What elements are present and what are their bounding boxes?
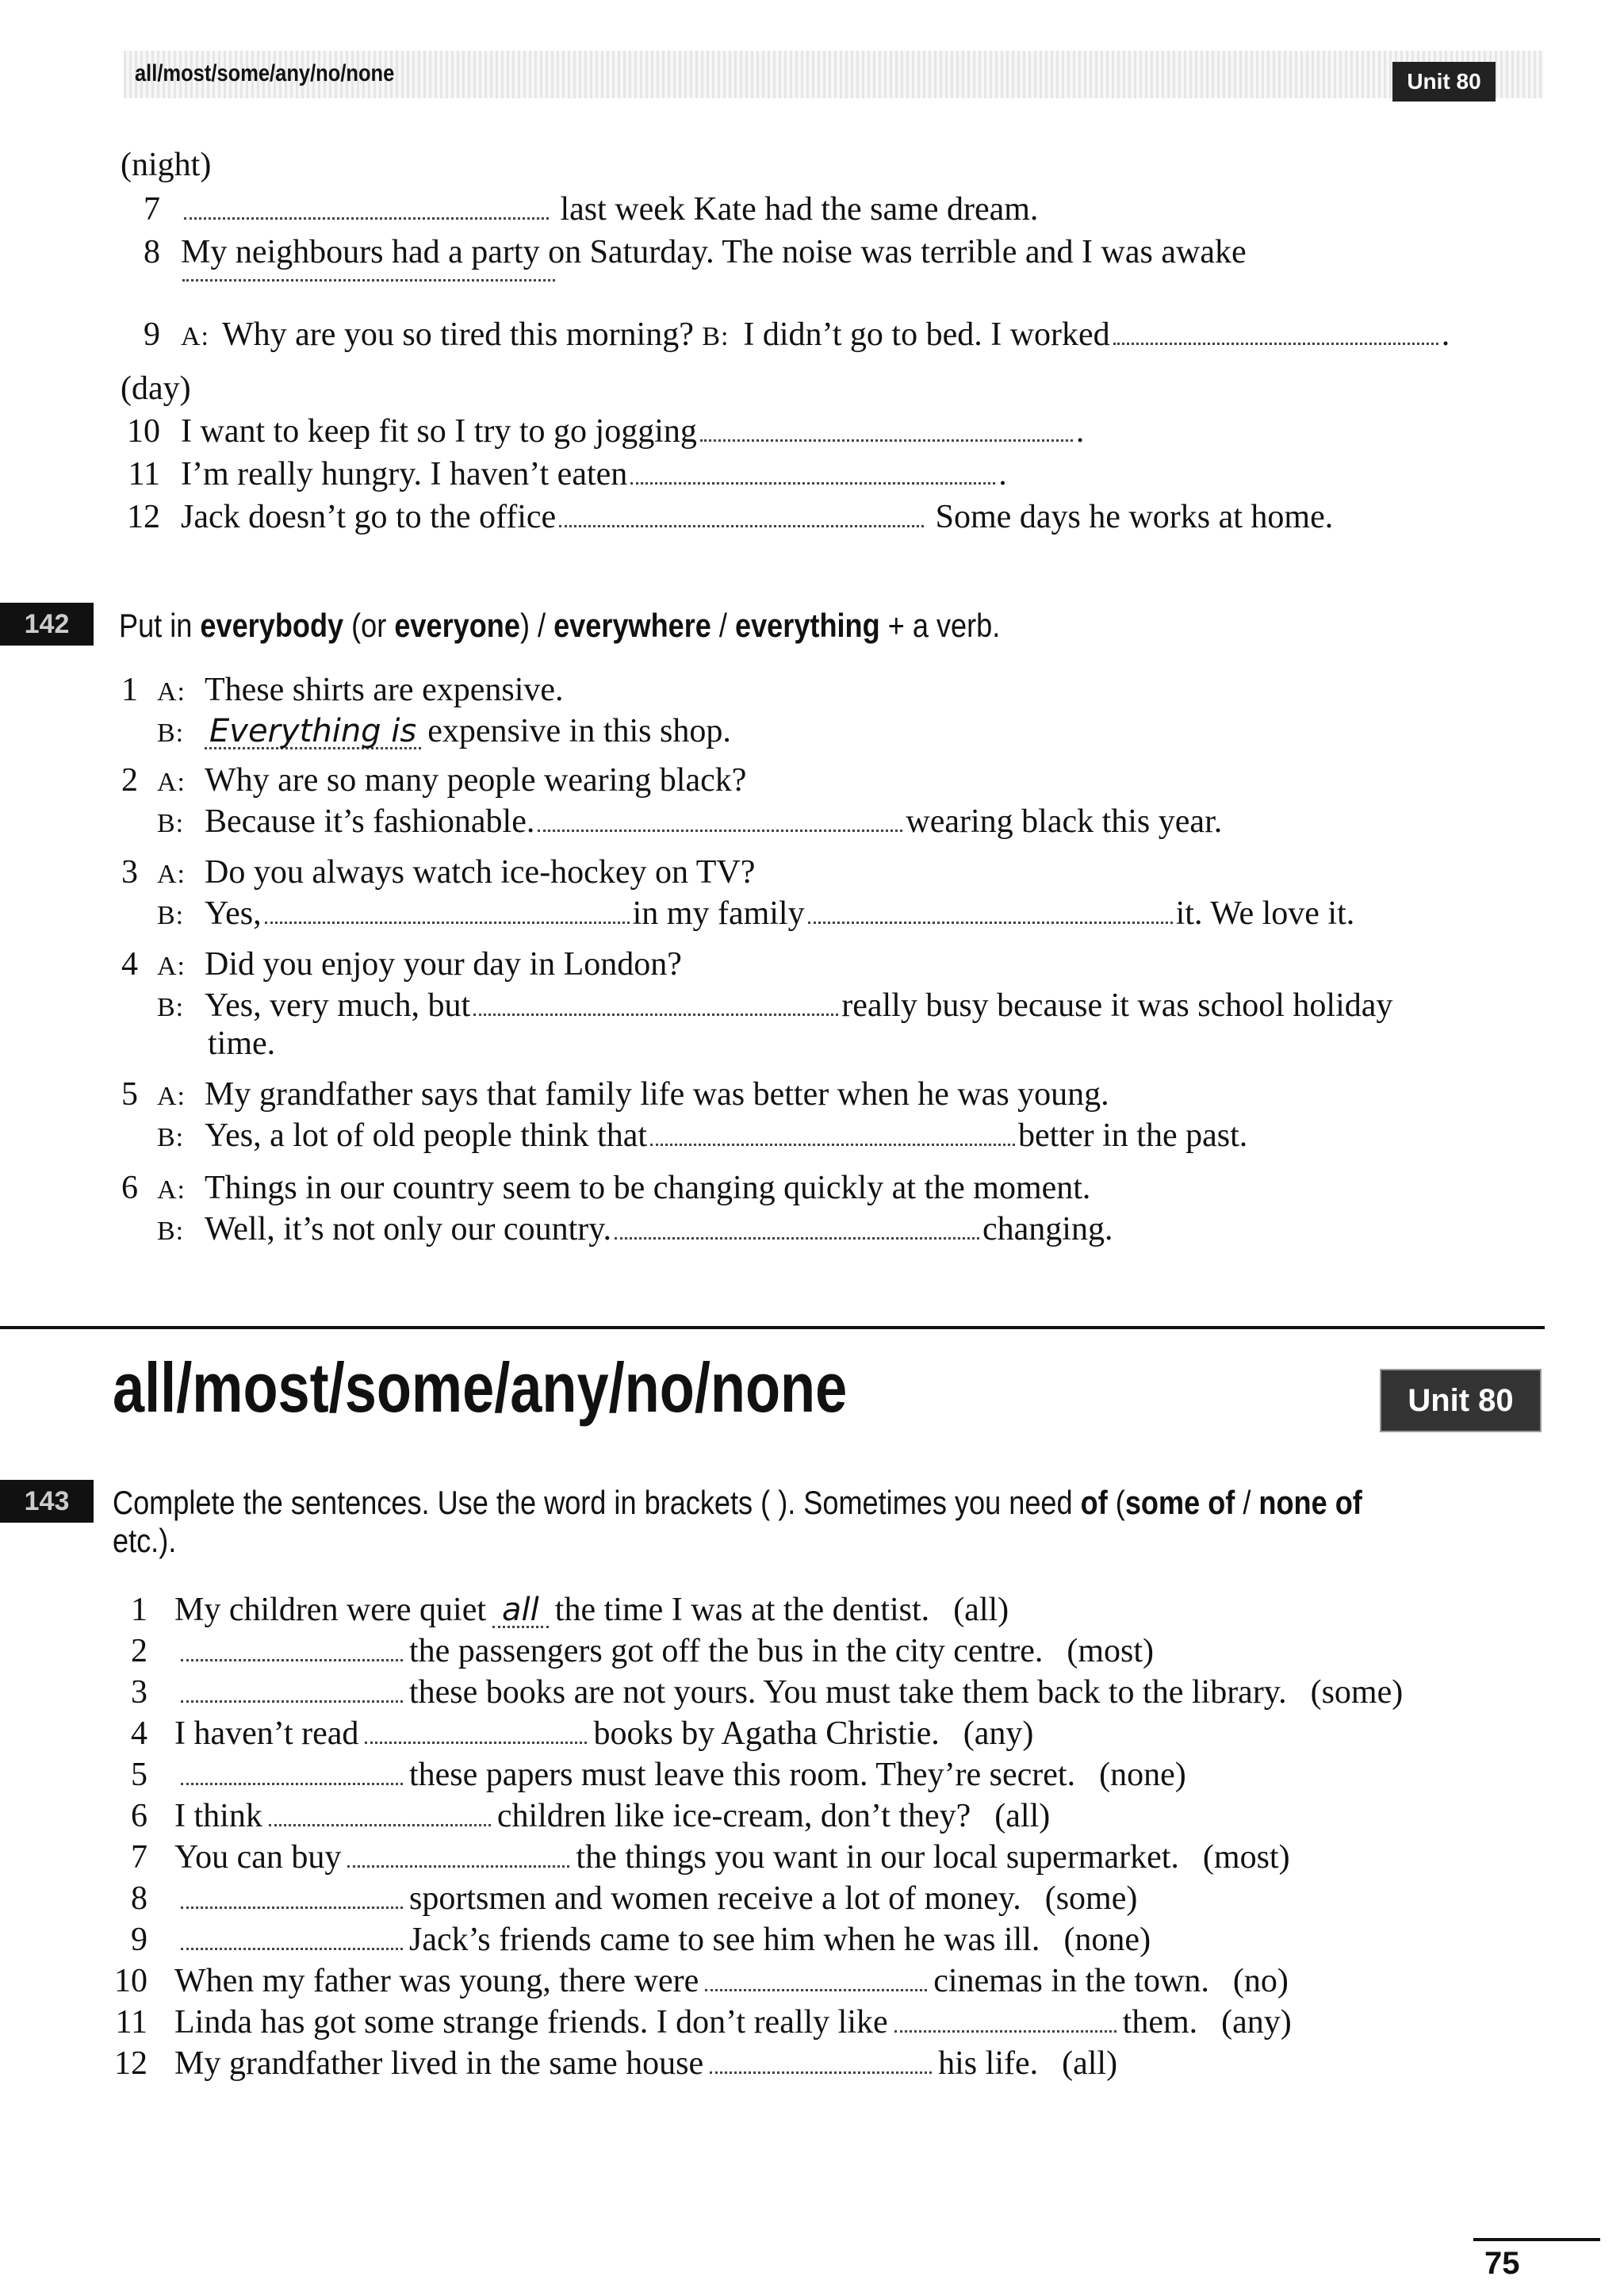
list-item [105,2044,1117,2083]
item-text: Why are so many people wearing black? [205,762,747,799]
speaker-b: B: [702,322,730,351]
item-number: 3 [121,854,138,891]
item-text: Do you always watch ice-hockey on TV? [205,854,756,891]
item-text: Did you enjoy your day in London? [205,946,682,983]
list-item [105,1591,1009,1629]
item-number: 5 [121,1076,138,1113]
item-text: I’m really hungry. I haven’t eaten [181,456,628,492]
answer-blank[interactable] [615,1231,979,1240]
item-text: My children were quiet [174,1592,487,1628]
item-number: 5 [131,1757,147,1793]
bracket-hint: (none) [1099,1757,1186,1793]
answer-blank[interactable] [630,476,995,485]
instruction-keyword: everyone [394,607,520,644]
instruction-text: ( [1107,1484,1125,1521]
answer-blank[interactable] [184,211,549,220]
item-number: 7 [131,1839,147,1876]
item-text: I haven’t read [174,1715,359,1752]
answer-blank[interactable] [538,823,902,832]
item-number: 7 [144,191,160,228]
speaker-a: A: [157,677,186,707]
speaker-b: B: [157,1123,185,1152]
instruction-keyword: everybody [200,607,344,644]
answer-blank[interactable] [181,1776,403,1785]
list-item [105,1673,1403,1711]
answer-blank[interactable] [705,1983,927,1991]
dialogue-b-line [105,895,1354,935]
bracket-hint: (most) [1202,1839,1290,1876]
bracket-hint: (none) [1063,1922,1151,1958]
answer-blank[interactable] [269,1818,491,1826]
item-text: My grandfather lived in the same house [174,2045,704,2082]
section-label-day: (day) [121,370,191,407]
list-item [105,1715,1033,1753]
dialogue-a-line [105,945,682,986]
item-number: 10 [114,1963,147,1999]
section-label-night: (night) [121,147,212,183]
item-text: My grandfather says that family life was better when he was young. [205,1076,1109,1113]
item-text: Yes, [205,895,262,932]
bracket-hint: (all) [1062,2045,1118,2082]
running-title: all/most/some/any/no/none [135,60,395,86]
item-text: Some days he works at home. [935,499,1334,535]
item-text: in my family [632,895,805,932]
list-item [105,1838,1290,1876]
punctuation: . [1441,316,1450,353]
item-number: 3 [131,1674,147,1711]
answer-blank[interactable] [347,1859,569,1868]
bracket-hint: (some) [1044,1880,1138,1917]
dialogue-b-line [105,987,1392,1027]
item-text: these books are not yours. You must take them back to the library. [409,1674,1287,1711]
answer-blank[interactable] [473,1007,838,1016]
instruction-keyword: of [1080,1484,1108,1521]
item-text: his life. [938,2045,1039,2082]
instruction-text: / [710,607,736,644]
dialogue-a-line [105,853,755,894]
item-text: them. [1122,2004,1198,2041]
instruction-text: ) / [519,607,554,644]
unit-title: all/most/some/any/no/none [113,1348,848,1427]
dialogue-a-line [105,761,746,802]
speaker-b: B: [157,993,185,1022]
item-text: Because it’s fashionable. [205,803,535,840]
answer-blank-filled[interactable] [205,715,421,749]
item-number: 12 [127,499,160,535]
item-text: cinemas in the town. [933,1963,1209,1999]
speaker-b: B: [157,809,185,838]
instruction-keyword: none of [1258,1484,1362,1521]
exercise-instruction [119,606,1000,646]
item-text: the passengers got off the bus in the city centre. [409,1633,1044,1669]
bracket-hint: (any) [1221,2004,1292,2041]
answer-blank[interactable] [181,1941,403,1950]
list-item [105,2003,1292,2041]
dialogue-b-line [105,1117,1247,1157]
header-unit-badge: Unit 80 [1392,62,1496,102]
item-text: I want to keep fit so I try to go jogging [181,413,697,450]
answer-blank[interactable] [181,1653,403,1661]
item-number: 8 [144,234,160,270]
dialogue-a-line [105,671,564,711]
item-text: Why are you so tired this morning? [222,316,694,353]
list-item [105,1632,1154,1670]
answer-blank[interactable] [265,915,630,924]
item-text: Jack’s friends came to see him when he was ill. [409,1922,1040,1958]
item-text: the things you want in our local supermarket. [576,1839,1179,1876]
instruction-text: Put in [119,607,201,644]
answer-blank[interactable] [559,519,924,527]
instruction-text: (or [343,607,395,644]
item-text: wearing black this year. [906,803,1223,840]
exercise-number-badge: 143 [0,1480,94,1523]
answer-blank[interactable] [182,274,555,282]
item-text: children like ice-cream, don’t they? [496,1798,971,1834]
speaker-b: B: [157,1217,185,1246]
footer-rule [1473,2238,1600,2241]
item-number: 2 [131,1633,147,1669]
answer-blank[interactable] [710,2065,932,2074]
answer-blank[interactable] [1113,336,1438,345]
item-text: really busy because it was school holiday [841,987,1393,1024]
item-number: 9 [131,1922,147,1958]
speaker-b: B: [157,719,185,748]
speaker-a: A: [157,952,186,981]
handwritten-answer: Everything is [209,713,417,749]
answer-blank[interactable] [700,433,1073,442]
list-item [121,190,1038,228]
speaker-a: A: [181,322,209,351]
item-text: Yes, a lot of old people think that [205,1117,648,1154]
item-text: I didn’t go to bed. I worked [743,316,1110,353]
item-number: 4 [131,1715,147,1752]
list-item [121,498,1333,536]
item-text: expensive in this shop. [427,713,731,749]
item-text: changing. [982,1211,1113,1247]
dialogue-b-line [105,712,731,753]
item-text: last week Kate had the same dream. [560,191,1039,228]
item-number: 11 [115,2004,147,2041]
item-text: You can buy [174,1839,342,1876]
item-number: 12 [114,2045,147,2082]
item-number: 1 [131,1592,147,1628]
page-number: 75 [1484,2246,1520,2281]
list-item [121,412,1084,450]
item-text: These shirts are expensive. [205,672,564,708]
item-number: 6 [131,1798,147,1834]
dialogue-a-line [105,1075,1109,1116]
bracket-hint: (no) [1232,1963,1289,1999]
item-text: better in the past. [1018,1117,1248,1154]
bracket-hint: (all) [994,1798,1051,1834]
bracket-hint: (any) [963,1715,1034,1752]
punctuation: . [998,456,1007,492]
item-text: it. We love it. [1175,895,1355,932]
punctuation: . [1075,413,1085,450]
list-item [105,1962,1289,2000]
list-item [121,455,1007,493]
speaker-b: B: [157,901,185,930]
exercise-instruction-line2: etc.). [113,1522,177,1559]
speaker-a: A: [157,768,186,797]
exercise-number-badge: 142 [0,603,94,646]
answer-blank[interactable] [181,1900,403,1909]
answer-blank[interactable] [365,1735,587,1744]
item-number: 6 [121,1170,138,1206]
item-text: the time I was at the dentist. [554,1592,930,1628]
dialogue-a-line [105,1169,1090,1209]
instruction-text: + a verb. [879,607,1001,644]
item-number: 11 [128,456,160,492]
dialogue-b-line [105,1210,1113,1251]
item-text: I think [174,1798,262,1834]
speaker-a: A: [157,1175,186,1205]
dialogue-b-line [105,803,1222,843]
item-text: Jack doesn’t go to the office [181,499,557,535]
instruction-keyword: everywhere [553,607,711,644]
section-divider [0,1326,1545,1329]
item-number: 9 [144,316,160,353]
item-number: 4 [121,946,138,983]
item-text: Well, it’s not only our country. [205,1211,612,1247]
list-item [105,1880,1137,1918]
exercise-instruction [113,1483,1362,1523]
speaker-a: A: [157,1082,186,1111]
bracket-hint: (all) [953,1592,1009,1628]
instruction-keyword: some of [1124,1484,1235,1521]
answer-blank[interactable] [181,1694,403,1703]
unit-badge: Unit 80 [1380,1369,1542,1432]
list-item [105,1797,1050,1835]
dialogue-b-continuation: time. [208,1025,276,1062]
item-text: sportsmen and women receive a lot of money. [409,1880,1021,1917]
instruction-text: Complete the sentences. Use the word in brackets ( ). Sometimes you need [113,1484,1081,1521]
bracket-hint: (most) [1067,1633,1154,1669]
handwritten-answer: all [502,1592,539,1628]
list-item [121,233,1247,271]
item-text: Yes, very much, but [205,987,471,1024]
item-text: When my father was young, there were [174,1963,699,1999]
answer-blank-filled[interactable] [492,1594,549,1628]
answer-blank[interactable] [894,2024,1116,2033]
speaker-a: A: [157,860,186,889]
instruction-keyword: everything [735,607,880,644]
item-text: these papers must leave this room. They’re secret. [409,1757,1076,1793]
list-item [105,1921,1151,1959]
list-item [105,1756,1186,1794]
list-item [121,316,1450,356]
answer-blank[interactable] [650,1137,1015,1146]
item-text: Linda has got some strange friends. I don’t really like [174,2004,888,2041]
item-text: My neighbours had a party on Saturday. The noise was terrible and I was awake [181,234,1247,270]
bracket-hint: (some) [1310,1674,1404,1711]
item-number: 2 [121,762,138,799]
item-number: 10 [127,413,160,450]
item-text: books by Agatha Christie. [593,1715,940,1752]
item-text: Things in our country seem to be changing quickly at the moment. [205,1170,1091,1206]
item-number: 8 [131,1880,147,1917]
item-number: 1 [121,672,138,708]
instruction-text: / [1235,1484,1259,1521]
answer-blank[interactable] [808,915,1173,924]
